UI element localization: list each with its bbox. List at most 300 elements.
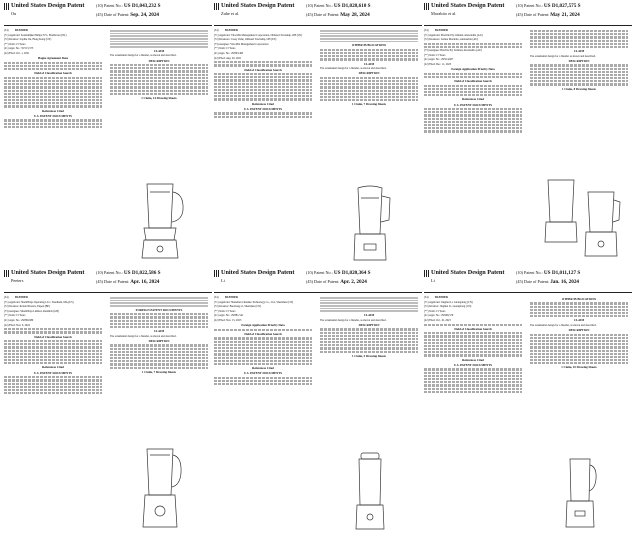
text-line bbox=[320, 93, 418, 95]
patent-date: Apr. 16, 2024 bbox=[130, 279, 160, 285]
field-term: (**) Term: 15 Years bbox=[214, 47, 236, 51]
text-line bbox=[110, 357, 208, 359]
blender-drawing-icon bbox=[324, 182, 416, 264]
section-heading: U.S. PATENT DOCUMENTS bbox=[33, 114, 72, 119]
office-title: United States Design Patent bbox=[11, 2, 85, 9]
text-line bbox=[214, 329, 312, 331]
patent-header bbox=[214, 269, 422, 293]
biblio-field: (54) BLENDER bbox=[4, 29, 102, 32]
claim-column bbox=[530, 29, 628, 92]
text-line bbox=[530, 33, 628, 35]
text-line bbox=[320, 80, 418, 82]
text-line bbox=[424, 342, 522, 344]
text-line bbox=[110, 300, 208, 302]
bibliographic-column bbox=[4, 29, 102, 129]
text-line bbox=[4, 353, 102, 355]
text-line bbox=[4, 389, 102, 391]
text-line bbox=[320, 35, 418, 37]
section-heading: U.S. PATENT DOCUMENTS bbox=[243, 107, 282, 112]
text-line bbox=[4, 386, 102, 388]
text-line bbox=[424, 324, 522, 326]
text-line bbox=[110, 367, 208, 369]
text-line bbox=[320, 328, 418, 330]
text-line bbox=[424, 121, 522, 123]
text-line bbox=[530, 337, 628, 339]
text-line bbox=[110, 67, 208, 69]
text-line bbox=[320, 55, 418, 57]
text-line bbox=[320, 305, 418, 307]
office-title: United States Design Patent bbox=[431, 269, 505, 276]
patent-number: US D1,027,575 S bbox=[543, 3, 581, 9]
text-line bbox=[110, 30, 208, 32]
patent-header bbox=[424, 2, 632, 26]
section-heading: Field of Classification Search bbox=[454, 79, 492, 84]
text-line bbox=[110, 83, 208, 85]
text-line bbox=[110, 35, 208, 37]
text-line bbox=[424, 88, 522, 90]
text-line bbox=[320, 310, 418, 312]
text-line bbox=[424, 108, 522, 110]
text-line bbox=[424, 91, 522, 93]
field-term: (**) Term: 15 Years bbox=[424, 309, 446, 313]
text-line bbox=[320, 344, 418, 346]
text-line bbox=[214, 83, 312, 85]
field-appl-no: (21) Appl. No.: 29/881,541 bbox=[214, 314, 244, 318]
claim-text: The ornamental design for a blender, as shown and described. bbox=[110, 54, 177, 58]
text-line bbox=[110, 305, 208, 307]
description-heading: DESCRIPTION bbox=[148, 58, 170, 63]
field-assignee: (73) Assignee: Vita-Mix Management Corporation bbox=[214, 42, 269, 46]
field-inventor: (72) Inventor: Sophia Ou, Hong Kong (CN) bbox=[4, 38, 52, 42]
text-line bbox=[530, 71, 628, 73]
text-line bbox=[110, 33, 208, 35]
section-heading: References Cited bbox=[252, 101, 274, 106]
text-line bbox=[4, 68, 102, 70]
text-line bbox=[214, 76, 312, 78]
text-line bbox=[424, 354, 522, 356]
claim-column bbox=[320, 296, 418, 359]
inventor-name: Morabito et al. bbox=[431, 11, 457, 16]
text-line bbox=[110, 297, 208, 299]
text-line bbox=[424, 46, 522, 48]
field-term: (**) Term: 15 Years bbox=[214, 309, 236, 313]
text-line bbox=[214, 341, 312, 343]
text-line bbox=[424, 375, 522, 377]
text-line bbox=[530, 43, 628, 45]
field-appl-no: (21) Appl. No.: 29/803,465 bbox=[214, 51, 244, 55]
claim-column bbox=[110, 29, 208, 101]
text-line bbox=[4, 77, 102, 79]
text-line bbox=[110, 64, 208, 66]
text-line bbox=[320, 41, 418, 43]
barcode-icon bbox=[424, 3, 429, 10]
text-line bbox=[320, 300, 418, 302]
field-inventor: (72) Inventors: Casey Zuhe; Olmsted Township, OH (US) bbox=[214, 38, 277, 42]
text-line bbox=[320, 38, 418, 40]
patent-date-line: (45) Date of Patent: Jan. 16, 2024 bbox=[516, 279, 580, 285]
section-heading: U.S. PATENT DOCUMENTS bbox=[453, 363, 492, 368]
patent-page bbox=[4, 269, 212, 535]
claim-text: The ornamental design for a blender, as shown and described. bbox=[320, 67, 387, 70]
bibliographic-column bbox=[214, 29, 312, 119]
text-line bbox=[110, 348, 208, 350]
text-line bbox=[110, 90, 208, 92]
claims-drawings-count: 1 Claim, 8 Drawing Sheets bbox=[562, 86, 596, 91]
text-line bbox=[530, 353, 628, 355]
text-line bbox=[530, 306, 628, 308]
patent-page bbox=[424, 2, 632, 268]
text-line bbox=[530, 315, 628, 317]
section-heading: U.S. PATENT DOCUMENTS bbox=[243, 371, 282, 376]
text-line bbox=[424, 124, 522, 126]
patent-date: Sep. 24, 2024 bbox=[130, 12, 160, 18]
text-line bbox=[110, 363, 208, 365]
patent-number: US D1,043,232 S bbox=[123, 3, 161, 9]
blender-drawing-icon bbox=[324, 449, 416, 531]
blender-drawing-icon bbox=[534, 453, 626, 531]
patent-date: May 28, 2024 bbox=[340, 12, 370, 18]
patent-page bbox=[214, 269, 422, 535]
text-line bbox=[424, 111, 522, 113]
text-line bbox=[110, 70, 208, 72]
text-line bbox=[4, 86, 102, 88]
section-heading: OTHER PUBLICATIONS bbox=[351, 43, 387, 48]
text-line bbox=[530, 309, 628, 311]
text-line bbox=[214, 344, 312, 346]
text-line bbox=[4, 80, 102, 82]
text-line bbox=[320, 96, 418, 98]
section-heading: References Cited bbox=[462, 357, 484, 362]
text-line bbox=[320, 297, 418, 299]
description-heading: DESCRIPTION bbox=[358, 322, 380, 327]
text-line bbox=[110, 43, 208, 45]
text-line bbox=[424, 76, 522, 78]
section-heading: Foreign Application Priority Data bbox=[241, 323, 285, 328]
text-line bbox=[530, 359, 628, 361]
field-applicant: (71) Applicant: Breville Pty Limited, Alexandria (AU) bbox=[424, 33, 483, 37]
claims-drawings-count: 1 Claim, 14 Drawing Sheets bbox=[141, 95, 177, 100]
text-line bbox=[214, 350, 312, 352]
text-line bbox=[530, 362, 628, 364]
patent-title: BLENDER bbox=[435, 296, 448, 299]
text-line bbox=[110, 351, 208, 353]
text-line bbox=[320, 99, 418, 101]
text-line bbox=[110, 302, 208, 304]
text-line bbox=[110, 93, 208, 95]
text-line bbox=[530, 356, 628, 358]
text-line bbox=[214, 89, 312, 91]
text-line bbox=[4, 90, 102, 92]
section-heading: Hague Agreement Data bbox=[38, 56, 68, 61]
text-line bbox=[530, 343, 628, 345]
text-line bbox=[320, 58, 418, 60]
blender-drawing-icon bbox=[114, 180, 206, 262]
text-line bbox=[4, 379, 102, 381]
claims-drawings-count: 1 Claim, 5 Drawing Sheets bbox=[352, 353, 386, 358]
claim-heading: CLAIM bbox=[573, 318, 585, 323]
claim-text: The ornamental design for a blender, as shown and described. bbox=[320, 318, 387, 322]
text-line bbox=[320, 49, 418, 51]
text-line bbox=[424, 335, 522, 337]
field-applicant: (71) Applicant: Koninklijke Philips N.V., Eindhoven (NL) bbox=[4, 33, 67, 37]
inventor-name: Zuhe et al. bbox=[221, 11, 240, 16]
text-line bbox=[214, 92, 312, 94]
text-line bbox=[424, 348, 522, 350]
bibliographic-column bbox=[424, 296, 522, 394]
text-line bbox=[4, 362, 102, 364]
text-line bbox=[424, 368, 522, 370]
section-heading: FOREIGN PATENT DOCUMENTS bbox=[135, 307, 183, 312]
patent-date-line: (45) Date of Patent: Sep. 24, 2024 bbox=[96, 12, 160, 18]
section-heading: References Cited bbox=[462, 97, 484, 102]
text-line bbox=[320, 52, 418, 54]
text-line bbox=[214, 61, 312, 63]
text-line bbox=[424, 130, 522, 132]
text-line bbox=[4, 340, 102, 342]
text-line bbox=[214, 86, 312, 88]
text-line bbox=[424, 391, 522, 393]
text-line bbox=[424, 43, 522, 45]
text-line bbox=[4, 346, 102, 348]
text-line bbox=[320, 332, 418, 334]
biblio-field: (54) BLENDER bbox=[4, 296, 102, 299]
biblio-field: (54) BLENDER bbox=[424, 296, 522, 299]
text-line bbox=[320, 308, 418, 310]
text-line bbox=[110, 38, 208, 40]
text-line bbox=[110, 320, 208, 322]
text-line bbox=[424, 388, 522, 390]
text-line bbox=[530, 340, 628, 342]
text-line bbox=[4, 392, 102, 394]
patent-date-line: (45) Date of Patent: May 28, 2024 bbox=[306, 12, 370, 18]
patent-page bbox=[4, 2, 212, 268]
text-line bbox=[320, 351, 418, 353]
text-line bbox=[214, 79, 312, 81]
patent-date: Apr. 2, 2024 bbox=[340, 279, 367, 285]
text-line bbox=[530, 36, 628, 38]
field-term: (**) Term: 15 Years bbox=[4, 42, 26, 46]
text-line bbox=[424, 345, 522, 347]
section-heading: Field of Classification Search bbox=[244, 67, 282, 72]
claim-column bbox=[110, 296, 208, 375]
field-assignee: (73) Assignee: SharkNinja Limited, Redditch (GB) bbox=[4, 309, 59, 313]
text-line bbox=[4, 62, 102, 64]
section-heading: References Cited bbox=[42, 365, 64, 370]
text-line bbox=[530, 68, 628, 70]
text-line bbox=[424, 127, 522, 129]
text-line bbox=[214, 95, 312, 97]
patent-number: US D1,020,364 S bbox=[333, 270, 371, 276]
claim-text: The ornamental design for a blender, as shown and described. bbox=[110, 334, 177, 338]
text-line bbox=[4, 123, 102, 125]
field-inventor: (72) Inventors: Joshua Morabito, Alexandria (AU) bbox=[424, 38, 479, 42]
inventor-name: Peeters bbox=[11, 278, 24, 283]
claim-heading: CLAIM bbox=[363, 313, 375, 318]
text-line bbox=[4, 126, 102, 128]
text-line bbox=[214, 357, 312, 359]
text-line bbox=[4, 356, 102, 358]
text-line bbox=[4, 83, 102, 85]
office-title: United States Design Patent bbox=[221, 269, 295, 276]
text-line bbox=[110, 313, 208, 315]
field-appl-no: (21) Appl. No.: 29/906,576 bbox=[424, 314, 454, 318]
field-inventor: (72) Inventor: Roland Peeters, Eupen (BE) bbox=[4, 305, 50, 309]
section-heading: Field of Classification Search bbox=[454, 326, 492, 331]
biblio-field: (54) BLENDER bbox=[424, 29, 522, 32]
description-heading: DESCRIPTION bbox=[148, 338, 170, 343]
text-line bbox=[320, 302, 418, 304]
text-line bbox=[424, 73, 522, 75]
section-heading: Field of Classification Search bbox=[34, 334, 72, 339]
text-line bbox=[110, 354, 208, 356]
text-line bbox=[320, 86, 418, 88]
patent-number: US D1,022,586 S bbox=[123, 270, 161, 276]
text-line bbox=[424, 384, 522, 386]
section-heading: References Cited bbox=[42, 108, 64, 113]
text-line bbox=[214, 377, 312, 379]
text-line bbox=[110, 74, 208, 76]
patent-header bbox=[4, 2, 212, 26]
claim-column bbox=[530, 296, 628, 371]
claims-drawings-count: 1 Claim, 10 Drawing Sheets bbox=[561, 365, 597, 370]
text-line bbox=[530, 350, 628, 352]
text-line bbox=[530, 46, 628, 48]
text-line bbox=[214, 353, 312, 355]
section-heading: U.S. PATENT DOCUMENTS bbox=[453, 102, 492, 107]
patent-number-line: (10) Patent No.: US D1,011,127 S bbox=[516, 270, 581, 276]
text-line bbox=[424, 372, 522, 374]
text-line bbox=[424, 85, 522, 87]
text-line bbox=[214, 73, 312, 75]
patent-number-line: (10) Patent No.: US D1,020,364 S bbox=[306, 270, 371, 276]
field-inventor: (72) Inventor: Jingmei Li, Guangdong (CN) bbox=[424, 305, 472, 309]
text-line bbox=[4, 105, 102, 107]
text-line bbox=[214, 64, 312, 66]
text-line bbox=[320, 83, 418, 85]
section-heading: Foreign Application Priority Data bbox=[451, 67, 495, 72]
patent-date-line: (45) Date of Patent: Apr. 16, 2024 bbox=[96, 279, 160, 285]
text-line bbox=[110, 46, 208, 48]
text-line bbox=[214, 363, 312, 365]
patent-page bbox=[214, 2, 422, 268]
text-line bbox=[214, 380, 312, 382]
text-line bbox=[4, 99, 102, 101]
section-heading: U.S. PATENT DOCUMENTS bbox=[33, 370, 72, 375]
office-title: United States Design Patent bbox=[431, 2, 505, 9]
text-line bbox=[214, 98, 312, 100]
patent-number-line: (10) Patent No.: US D1,043,232 S bbox=[96, 3, 161, 9]
patent-header bbox=[4, 269, 212, 293]
inventor-name: Li bbox=[221, 278, 225, 283]
claim-text: The ornamental design for a blender, as shown and described. bbox=[530, 323, 597, 327]
bibliographic-column bbox=[4, 296, 102, 395]
field-appl-no: (21) Appl. No.: 35/515,573 bbox=[4, 47, 34, 51]
text-line bbox=[110, 316, 208, 318]
patent-date: May 21, 2024 bbox=[550, 12, 580, 18]
text-line bbox=[530, 80, 628, 82]
text-line bbox=[530, 312, 628, 314]
patent-number-line: (10) Patent No.: US D1,028,610 S bbox=[306, 3, 371, 9]
field-applicant: (71) Applicant: Jingmei Li, Guangdong (CN) bbox=[424, 300, 473, 304]
text-line bbox=[110, 360, 208, 362]
section-heading: Field of Classification Search bbox=[244, 331, 282, 336]
text-line bbox=[424, 351, 522, 353]
blender-drawing-icon bbox=[114, 445, 206, 531]
text-line bbox=[530, 334, 628, 336]
field-assignee: (73) Assignee: Breville Pty Limited, Alexandria (AU) bbox=[424, 49, 482, 53]
text-line bbox=[214, 383, 312, 385]
section-heading: Field of Classification Search bbox=[34, 71, 72, 76]
text-line bbox=[214, 112, 312, 114]
section-heading: OTHER PUBLICATIONS bbox=[561, 297, 597, 301]
text-line bbox=[424, 339, 522, 341]
text-line bbox=[320, 33, 418, 35]
text-line bbox=[214, 337, 312, 339]
text-line bbox=[4, 383, 102, 385]
text-line bbox=[320, 30, 418, 32]
barcode-icon bbox=[4, 270, 9, 277]
bibliographic-column bbox=[214, 296, 312, 386]
text-line bbox=[4, 93, 102, 95]
field-applicant: (71) Applicant: Vita-Mix Management Corporation, Olmsted Township, OH (US) bbox=[214, 33, 302, 37]
text-line bbox=[4, 102, 102, 104]
barcode-icon bbox=[424, 270, 429, 277]
office-title: United States Design Patent bbox=[11, 269, 85, 276]
field-term: (**) Term: 15 Years bbox=[424, 53, 446, 57]
field-filed: (22) Filed: Aug. 20, 2021 bbox=[214, 56, 242, 60]
text-line bbox=[424, 381, 522, 383]
text-line bbox=[530, 83, 628, 85]
text-line bbox=[424, 332, 522, 334]
patent-title: BLENDER bbox=[435, 29, 448, 32]
text-line bbox=[530, 30, 628, 32]
text-line bbox=[110, 80, 208, 82]
inventor-name: Li bbox=[431, 278, 435, 283]
text-line bbox=[320, 341, 418, 343]
text-line bbox=[530, 77, 628, 79]
field-applicant: (71) Applicant: Shenzhen Chuanke Technology Co., Ltd., Shenzhen (CN) bbox=[214, 300, 294, 304]
text-line bbox=[214, 347, 312, 349]
patent-header bbox=[424, 269, 632, 293]
field-filed: (22) Filed: Oct. 10, 2023 bbox=[424, 318, 451, 322]
field-filed: (22) Filed: Dec. 11, 2023 bbox=[424, 62, 452, 66]
text-line bbox=[214, 116, 312, 118]
text-line bbox=[424, 118, 522, 120]
patent-number: US D1,028,610 S bbox=[333, 3, 371, 9]
claim-column bbox=[320, 29, 418, 108]
text-line bbox=[424, 94, 522, 96]
text-line bbox=[4, 359, 102, 361]
text-line bbox=[320, 338, 418, 340]
patent-title: BLENDER bbox=[15, 29, 28, 32]
biblio-field: (54) BLENDER bbox=[214, 29, 312, 32]
biblio-field: (54) BLENDER bbox=[214, 296, 312, 299]
patent-title: BLENDER bbox=[225, 296, 238, 299]
field-appl-no: (21) Appl. No.: 29/914,607 bbox=[424, 58, 454, 62]
barcode-icon bbox=[4, 3, 9, 10]
patent-number-line: (10) Patent No.: US D1,027,575 S bbox=[516, 3, 581, 9]
text-line bbox=[4, 328, 102, 330]
text-line bbox=[4, 331, 102, 333]
patent-title: BLENDER bbox=[15, 296, 28, 299]
text-line bbox=[424, 114, 522, 116]
text-line bbox=[110, 41, 208, 43]
office-title: United States Design Patent bbox=[221, 2, 295, 9]
patent-date-line: (45) Date of Patent: May 21, 2024 bbox=[516, 12, 580, 18]
barcode-icon bbox=[214, 270, 219, 277]
description-heading: DESCRIPTION bbox=[568, 58, 590, 63]
text-line bbox=[530, 74, 628, 76]
